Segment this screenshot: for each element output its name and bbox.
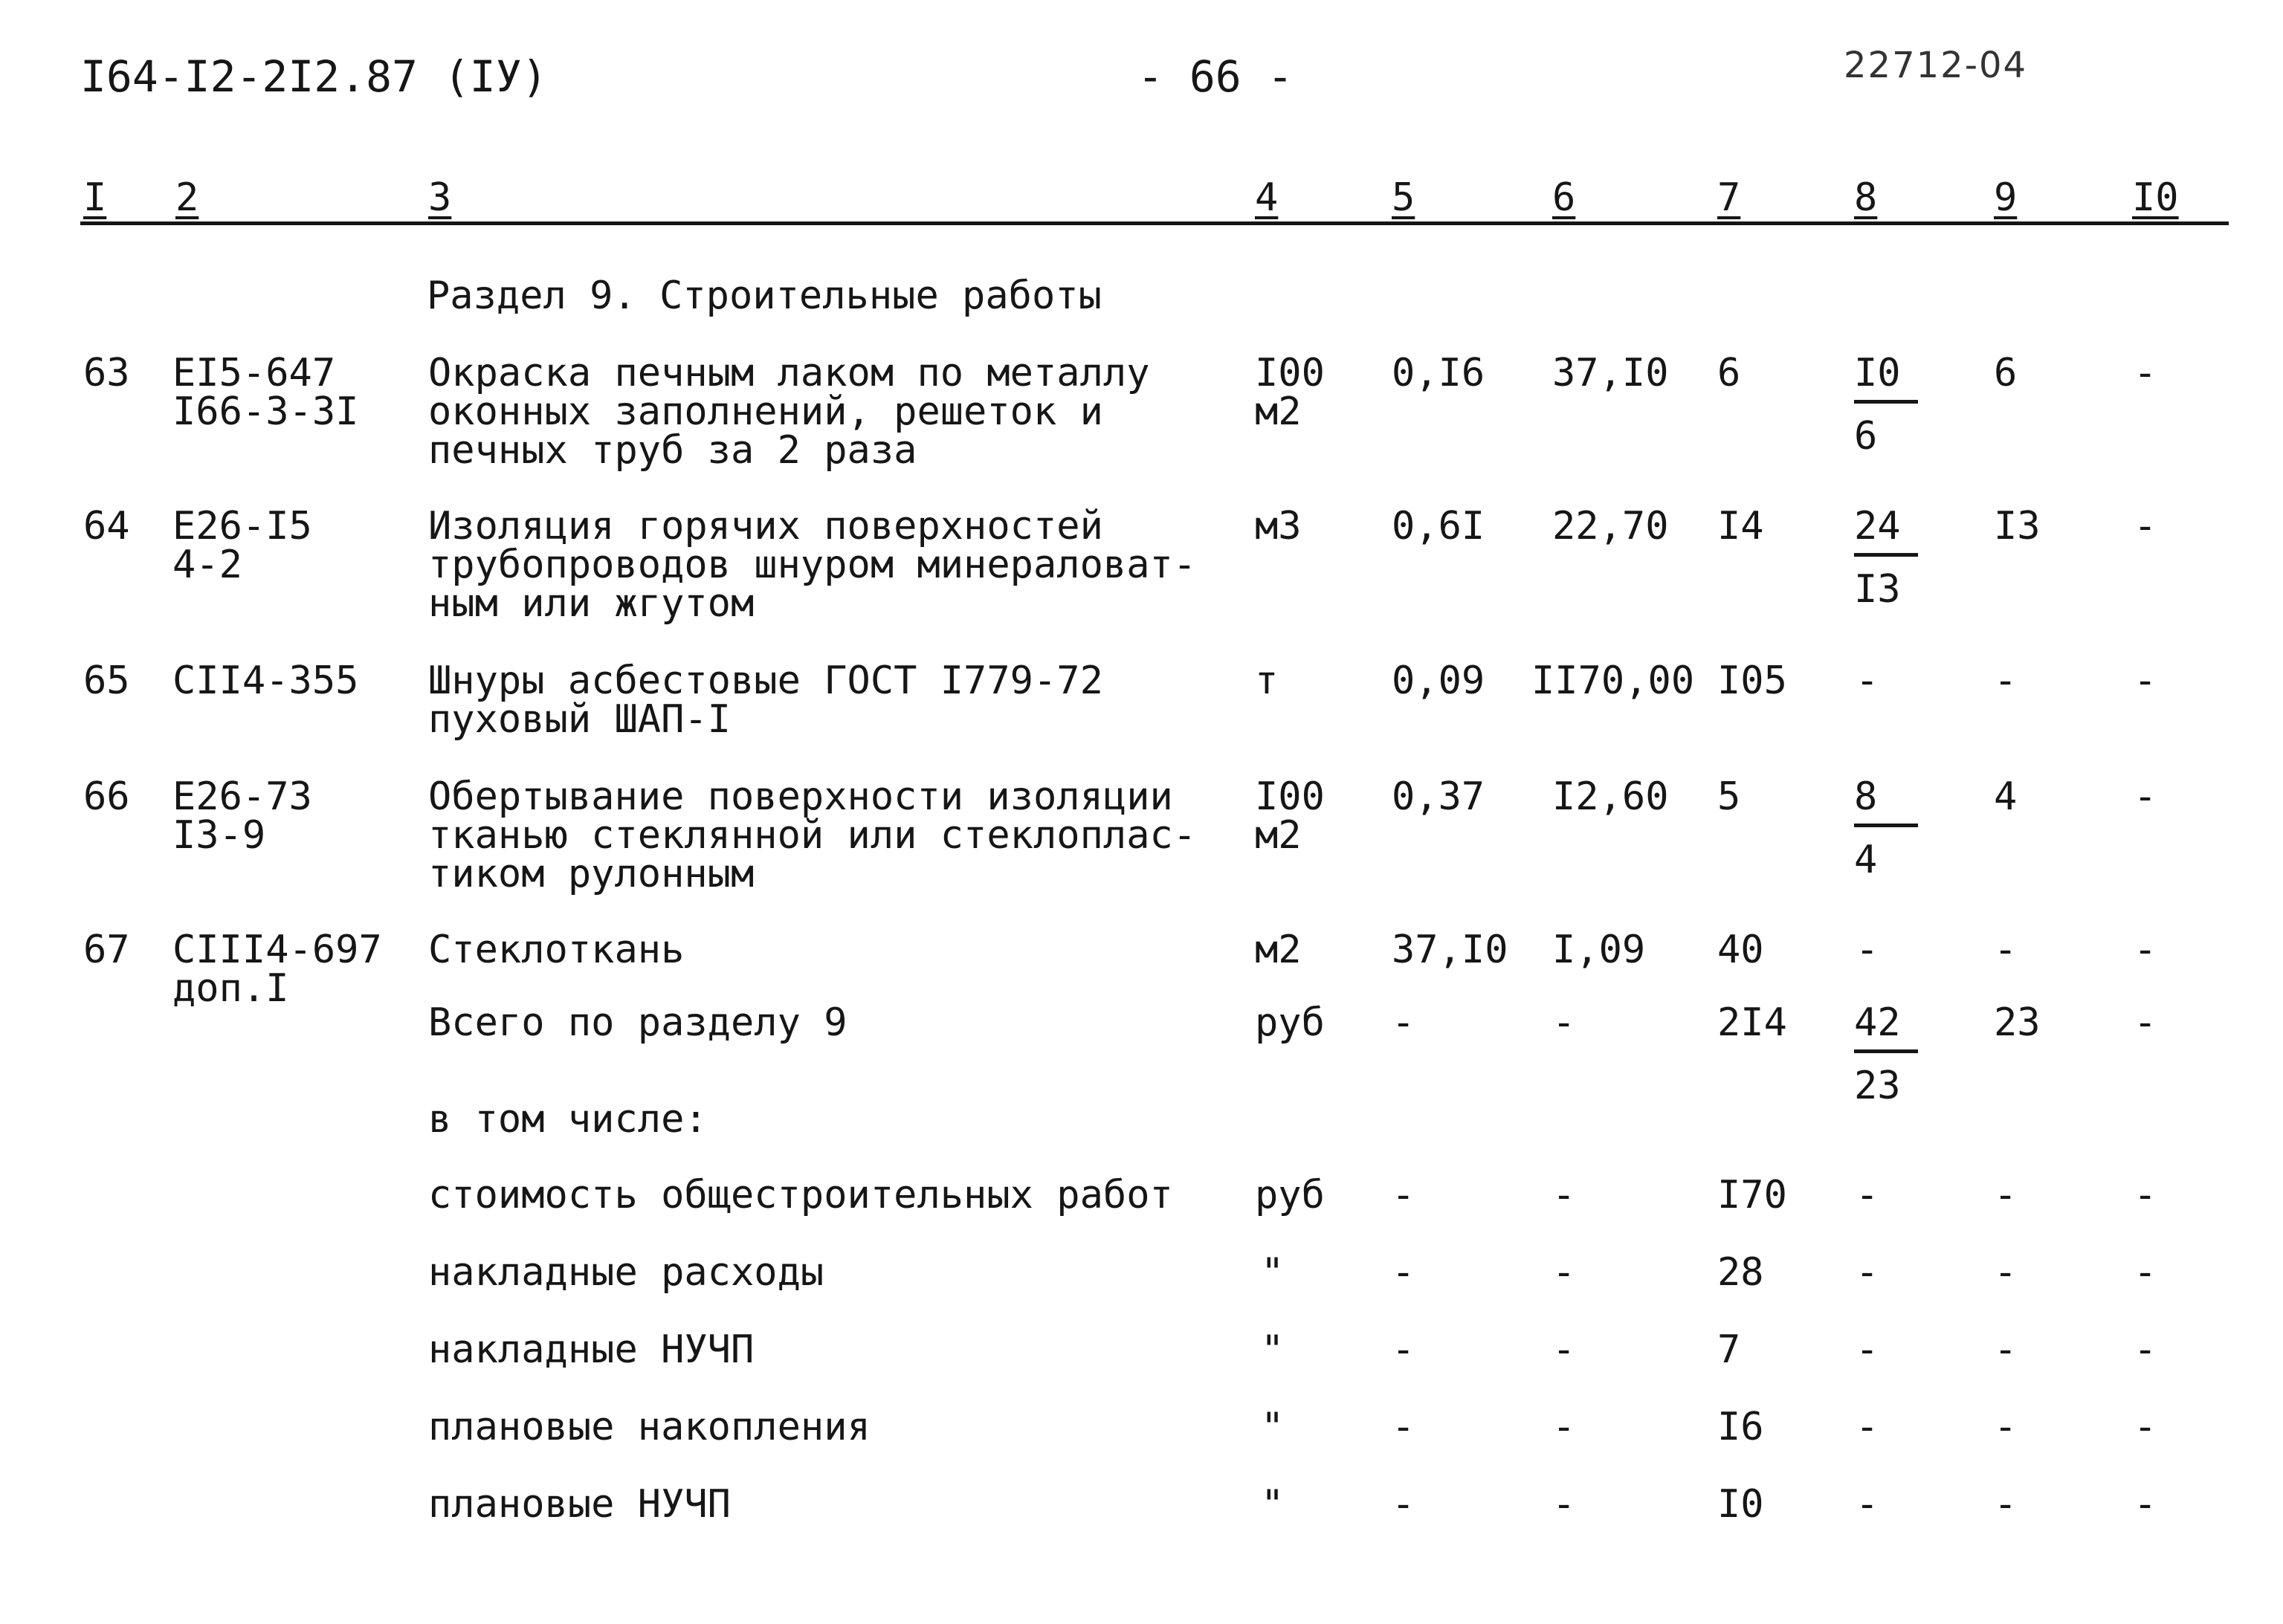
row-description: тканью стеклянной или стеклоплас-	[428, 813, 1197, 858]
row-col9: -	[1994, 1327, 2018, 1372]
row-price: -	[1552, 1405, 1576, 1449]
row-code: 4-2	[172, 543, 242, 587]
row-price: -	[1552, 1327, 1576, 1372]
row-code: CII4-355	[172, 659, 359, 703]
row-quantity: 0,6I	[1392, 504, 1485, 549]
row-unit: "	[1261, 1405, 1285, 1449]
row-code: доп.I	[172, 966, 289, 1011]
row-col9: -	[1994, 928, 2018, 972]
row-total: 5	[1717, 774, 1741, 819]
row-col8-fraction	[1854, 504, 1918, 612]
row-col8: -	[1856, 659, 1879, 703]
row-description: тиком рулонным	[428, 852, 755, 896]
row-unit: т	[1255, 659, 1279, 703]
row-number: 65	[83, 659, 130, 703]
row-quantity: 0,I6	[1392, 351, 1485, 395]
breakdown-label: стоимость общестроительных работ	[428, 1173, 1173, 1217]
row-col10: -	[2134, 1327, 2157, 1372]
row-quantity: 37,I0	[1392, 928, 1508, 972]
row-col10: -	[2134, 1250, 2157, 1295]
row-number: 63	[83, 351, 130, 395]
row-col10: -	[2134, 659, 2157, 703]
row-col9: I3	[1994, 504, 2041, 549]
row-unit: м2	[1255, 813, 1302, 858]
row-quantity: -	[1392, 1482, 1415, 1527]
row-col10: -	[2134, 774, 2157, 819]
row-code: I66-3-3I	[172, 389, 359, 434]
row-col10: -	[2134, 351, 2157, 395]
row-description: ным или жгутом	[428, 581, 755, 626]
col-header-4: 4	[1255, 175, 1279, 220]
fraction-denominator: 4	[1854, 838, 1878, 882]
row-price: I2,60	[1552, 774, 1669, 819]
section-total-label: Всего по разделу 9	[428, 1000, 847, 1045]
row-unit: руб	[1255, 1173, 1325, 1217]
row-total: 7	[1717, 1327, 1741, 1372]
row-price: 22,70	[1552, 504, 1669, 549]
row-col8: -	[1856, 1250, 1879, 1295]
document-code: I64-I2-2I2.87 (IУ)	[80, 51, 548, 102]
row-quantity: -	[1392, 1173, 1415, 1217]
col-header-9: 9	[1994, 175, 2018, 220]
fraction-numerator: 8	[1854, 777, 1918, 827]
row-description: Обертывание поверхности изоляции	[428, 774, 1173, 819]
row-col8-fraction	[1854, 774, 1918, 882]
col-header-5: 5	[1392, 175, 1415, 220]
row-quantity: 0,09	[1392, 659, 1485, 703]
row-col8-fraction	[1854, 351, 1918, 459]
row-col8: -	[1856, 1405, 1879, 1449]
row-price: I,09	[1552, 928, 1646, 972]
row-col9: 4	[1994, 774, 2018, 819]
row-total: I70	[1717, 1173, 1787, 1217]
col-header-6: 6	[1552, 175, 1576, 220]
row-description: трубопроводов шнуром минераловат-	[428, 543, 1197, 587]
row-col8: -	[1856, 1327, 1879, 1372]
fraction-denominator: 6	[1854, 414, 1878, 459]
row-code: E26-I5	[172, 504, 312, 549]
col-header-2: 2	[175, 175, 199, 220]
row-unit: м2	[1255, 928, 1302, 972]
row-col8: -	[1856, 1173, 1879, 1217]
row-description: Стеклоткань	[428, 928, 685, 972]
fraction-denominator: 23	[1854, 1064, 1901, 1108]
row-col8: -	[1856, 1482, 1879, 1527]
row-quantity: -	[1392, 1000, 1415, 1045]
row-col9: -	[1994, 1482, 2018, 1527]
row-number: 66	[83, 774, 130, 819]
col-header-10: I0	[2132, 175, 2179, 220]
col-header-3: 3	[428, 175, 452, 220]
row-col10: -	[2134, 928, 2157, 972]
row-col10: -	[2134, 504, 2157, 549]
col-header-7: 7	[1717, 175, 1741, 220]
row-col9: -	[1994, 659, 2018, 703]
row-price: -	[1552, 1482, 1576, 1527]
row-unit: м3	[1255, 504, 1302, 549]
row-total: I05	[1717, 659, 1787, 703]
row-code: CIII4-697	[172, 928, 382, 972]
row-col8-fraction	[1854, 1000, 1918, 1108]
row-code: E26-73	[172, 774, 312, 819]
row-unit: I00	[1255, 351, 1325, 395]
row-description: печных труб за 2 раза	[428, 428, 917, 473]
row-unit: I00	[1255, 774, 1325, 819]
row-price: 37,I0	[1552, 351, 1669, 395]
row-description: пуховый ШАП-I	[428, 697, 731, 742]
breakdown-label: плановые НУЧП	[428, 1482, 731, 1527]
row-total: 6	[1717, 351, 1741, 395]
section-title: Раздел 9. Строительные работы	[427, 274, 1102, 318]
row-total: I4	[1717, 504, 1764, 549]
row-quantity: -	[1392, 1405, 1415, 1449]
page-number: - 66 -	[1137, 51, 1294, 102]
row-code: I3-9	[172, 813, 266, 858]
row-code: EI5-647	[172, 351, 336, 395]
row-description: Шнуры асбестовые ГОСТ I779-72	[428, 659, 1103, 703]
row-total: 2I4	[1717, 1000, 1787, 1045]
row-description: Окраска печным лаком по металлу	[428, 351, 1150, 395]
row-col9: 23	[1994, 1000, 2041, 1045]
fraction-numerator: 42	[1854, 1003, 1918, 1053]
row-unit: м2	[1255, 389, 1302, 434]
breakdown-label: плановые накопления	[428, 1405, 871, 1449]
row-col9: 6	[1994, 351, 2018, 395]
row-number: 67	[83, 928, 130, 972]
row-col10: -	[2134, 1405, 2157, 1449]
row-price: -	[1552, 1000, 1576, 1045]
row-price: II70,00	[1531, 659, 1695, 703]
fraction-numerator: I0	[1854, 354, 1918, 404]
row-unit: "	[1261, 1482, 1285, 1527]
row-total: 28	[1717, 1250, 1764, 1295]
row-total: I6	[1717, 1405, 1764, 1449]
row-quantity: -	[1392, 1327, 1415, 1372]
row-quantity: 0,37	[1392, 774, 1485, 819]
row-unit: руб	[1255, 1000, 1325, 1045]
row-col10: -	[2134, 1173, 2157, 1217]
row-unit: "	[1261, 1250, 1285, 1295]
header-rule	[80, 221, 2229, 225]
row-description: Изоляция горячих поверхностей	[428, 504, 1103, 549]
row-price: -	[1552, 1250, 1576, 1295]
row-total: 40	[1717, 928, 1764, 972]
breakdown-label: накладные расходы	[428, 1250, 824, 1295]
fraction-denominator: I3	[1854, 567, 1901, 612]
including-label: в том числе:	[428, 1097, 708, 1142]
row-col9: -	[1994, 1405, 2018, 1449]
col-header-1: I	[83, 175, 107, 220]
handwritten-number: 22712-04	[1844, 45, 2028, 86]
row-number: 64	[83, 504, 130, 549]
row-col10: -	[2134, 1000, 2157, 1045]
row-col9: -	[1994, 1173, 2018, 1217]
row-col8: -	[1856, 928, 1879, 972]
row-description: оконных заполнений, решеток и	[428, 389, 1103, 434]
row-col10: -	[2134, 1482, 2157, 1527]
row-total: I0	[1717, 1482, 1764, 1527]
col-header-8: 8	[1854, 175, 1878, 220]
fraction-numerator: 24	[1854, 507, 1918, 557]
row-price: -	[1552, 1173, 1576, 1217]
breakdown-label: накладные НУЧП	[428, 1327, 755, 1372]
row-quantity: -	[1392, 1250, 1415, 1295]
row-unit: "	[1261, 1327, 1285, 1372]
row-col9: -	[1994, 1250, 2018, 1295]
